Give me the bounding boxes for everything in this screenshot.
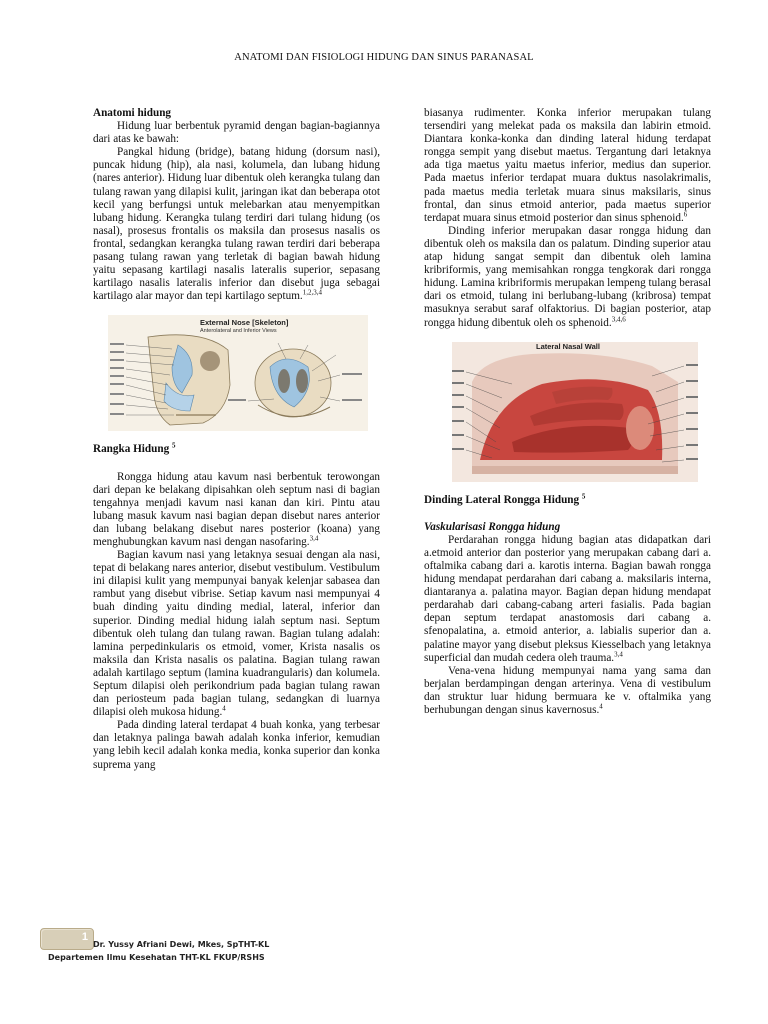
citation: 3,4,6 [611,314,626,323]
footer-author: Dr. Yussy Afriani Dewi, Mkes, SpTHT-KL [93,940,270,949]
paragraph-vena: Vena-vena hidung mempunyai nama yang sama dan berjalan berdampingan dengan arterinya. Vena di vestibulum dan struktur luar hidung bermuara ke v. oftalmika yang berhubungan dengan sinus kavernosus.$^4$ [424,664,711,716]
paragraph-intro: Hidung luar berbentuk pyramid dengan bagian-bagiannya dari atas ke bawah: [93,120,380,146]
citation: 6 [683,210,688,219]
paragraph-external-nose: Pangkal hidung (bridge), batang hidung (dorsum nasi), puncak hidung (hip), ala nasi, kolumela, dan lubang hidung (nares anterior). Hidung luar dibentuk oleh kerangka tulang dan tulang rawan yang dilapisi kulit, jaringan ikat dan beberapa otot kecil yang berfungsi untuk melebarkan atau menyempitkan lubang hidung. Kerangka tulang terdiri dari tulang hidung (os nasal), prosesus frontalis os maksila dan prosesus nasalis os frontal, sedangkan kerangka tulang rawan terdiri dari beberapa pasang tulang rawan yang terletak di bagian bawah hidung yaitu sepasang kartilagi nasalis lateralis superior, sepasang kartilago nasalis lateralis inferior dan disebut juga sebagai kartilago alar mayor dan tepi kartilago septum.$^{1,2,3,4}$ [93,146,380,303]
citation: 5 [171,441,176,450]
paragraph-kavum-nasi: Rongga hidung atau kavum nasi berbentuk terowongan dari depan ke belakang dipisahkan oleh septum nasi di bagian tengahnya menjadi kavum nasi kanan dan kiri. Pintu atau lubang masuk kavum nasi bagian depan disebut nares anterior dan lubang belakang disebut nares posterior (koana) yang menghubungkan kavum nasi dengan nasofaring.$^{3,4}$ [93,470,380,548]
nasal-skeleton-illustration [108,315,368,431]
citation: 1,2,3,4 [302,288,322,297]
citation: 4 [222,704,226,713]
figure-caption-dinding-lateral: Dinding Lateral Rongga Hidung $^5$ [424,491,586,506]
section-heading-vaskularisasi: Vaskularisasi Rongga hidung [424,520,561,533]
figure-subtitle: Anterolateral and Inferior Views [200,328,277,335]
figure-lateral-nasal-wall [452,342,698,482]
paragraph-konka-continued: biasanya rudimenter. Konka inferior merupakan tulang tersendiri yang melekat pada os maksila dan labirin etmoid. Diantara konka-konka dan dinding lateral hidung terdapat rongga sempit yang disebut maetus. Tergantung dari letaknya ada tiga maetus yaitu maetus inferior, medius dan superior. Pada maetus inferior terdapat muara duktus nasolakrimalis, pada maetus media terletak muara sinus maksilaris, sinus frontal, dan sinus etmoid anterior, pada maetus superior terdapat muara sinus etmoid posterior dan sinus sphenoid.$^6$ [424,107,711,224]
paragraph-perdarahan: Perdarahan rongga hidung bagian atas didapatkan dari a.etmoid anterior dan posterior yang merupakan cabang dari a. oftalmika cabang dari a. karotis interna. Bagian bawah rongga hidung mendapat perdarahan dari cabang a. maksilaris interna, diantaranya a. palatina mayor. Bagian depan hidung mendapat perdarahab dari cabang-cabang arteri fasialis. Pada bagian depan septum terdapat anastomosis dari cabang a. sfenopalatina, a. etmoid anterior, a. labialis superior dan a. palatine mayor yang disebut pleksus Kiesselbach yang letaknya superficial dan mudah cedera oleh trauma.$^{3,4}$ [424,533,711,664]
citation: 4 [599,702,603,711]
footer-department: Departemen Ilmu Kesehatan THT-KL FKUP/RSHS [48,953,265,962]
figure-title: Lateral Nasal Wall [536,341,600,351]
paragraph-konka: Pada dinding lateral terdapat 4 buah konka, yang terbesar dan letaknya palinga bawah adalah konka inferior, kemudian yang lebih kecil adalah konka media, konka superior dan konka suprema yang [93,719,380,771]
citation: 3,4 [309,534,319,543]
page-title: ANATOMI DAN FISIOLOGI HIDUNG DAN SINUS PARANASAL [234,52,534,63]
figure-nasal-skeleton [108,315,368,431]
page-number-badge [40,928,94,950]
citation: 5 [581,491,586,500]
lateral-nasal-wall-illustration [452,342,698,482]
citation: 3,4 [614,649,623,658]
page-number: 1 [81,931,88,943]
figure-caption-rangka-hidung: Rangka Hidung $^5$ [93,441,176,456]
section-heading-anatomi: Anatomi hidung [93,107,172,119]
left-column [93,107,380,772]
figure-title: External Nose [Skeleton] [200,318,289,328]
paragraph-vestibulum: Bagian kavum nasi yang letaknya sesuai dengan ala nasi, tepat di belakang nares anterior, disebut vestibulum. Vestibulum ini dilapisi kulit yang mempunyai banyak kelenjar sabasea dan rambut yang disebut vibrise. Setiap kavum nasi mempunyai 4 buah dinding yaitu dinding medial, lateral, inferior dan superior. Dinding medial hidung ialah septum nasi. Septum dibentuk oleh tulang dan tulang rawan. Bagian tulang adalah: lamina perpedinkularis os etmoid, vomer, Krista nasalis os maksila dan Krista nasalis os palatina. Bagian tulang rawan adalah kartilago septum (lamina kuadrangularis) dan kolumela. Septum dilapisi oleh perikondrium pada bagian tulang rawan dan periosteum pada bagian tulang, sedangkan di luarnya dilapisi oleh mukosa hidung.$^4$ [93,549,380,719]
paragraph-dinding-inferior: Dinding inferior merupakan dasar rongga hidung dan dibentuk oleh os maksila dan os palatum. Dinding superior atau atap hidung sangat sempit dan dibentuk oleh lamina kribriformis, yang memisahkan rongga tengkorak dari rongga hidung. Lamina kribriformis merupakan lempeng tulang berasal dari os etmoid, tulang ini berlubang-lubang (kribrosa) tempat masuknya serabut saraf olfaktorius. Di bagian posterior, atap rongga hidung dibentuk oleh os sphenoid.$^{3,4,6}$ [424,224,711,329]
right-column [424,107,711,717]
